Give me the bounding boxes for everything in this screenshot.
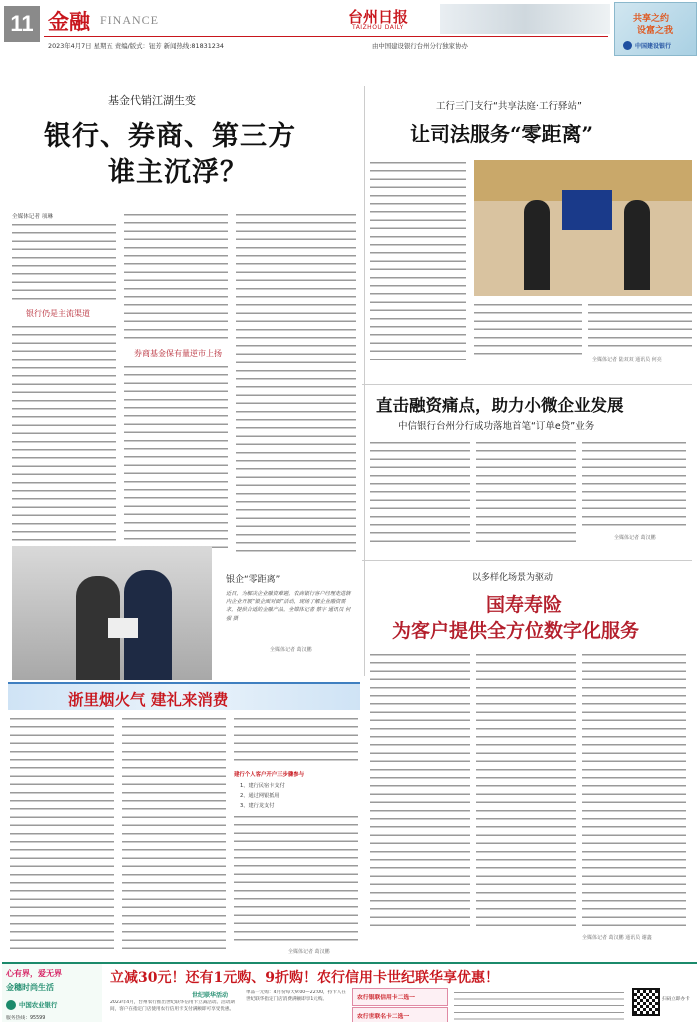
- ad-slogan-left-1: 心有界，爱无界: [6, 969, 62, 978]
- article2-credit: 全媒体记者 陆双双 通讯员 何亮: [592, 357, 662, 363]
- article-china-life: [362, 560, 692, 960]
- article1-col2: [124, 212, 228, 344]
- masthead-paper-en: TAIZHOU DAILY: [352, 24, 404, 31]
- article-consumption: [8, 682, 360, 960]
- article5-col2: [122, 716, 226, 952]
- abc-logo-icon: [6, 1000, 16, 1010]
- article1-col2b: [124, 364, 228, 554]
- article1-kicker: 基金代销江湖生变: [108, 94, 196, 107]
- ad-box2-title: 农行银联信用卡二选一: [357, 995, 415, 1001]
- article2-kicker: 工行三门支行“共享法庭·工行驿站”: [436, 101, 582, 112]
- page-number: 11: [10, 11, 34, 36]
- article5-promo: 建行个人客户开户三步骤参与: [234, 772, 305, 778]
- abc-advertisement: [2, 962, 697, 1022]
- article5-promo-3: 3、建行龙支付: [240, 803, 275, 809]
- ad-bank-name: 中国建设银行: [635, 43, 672, 50]
- article1-subhead-2: 券商基金保有量逆市上扬: [134, 349, 222, 358]
- article3-col2: [476, 440, 576, 544]
- article3-rule: [362, 384, 692, 385]
- article3-col1: [370, 440, 470, 544]
- article3-subtitle: 中信银行台州分行成功落地首笔“订单e贷”业务: [398, 421, 595, 432]
- photo-person-2: [624, 200, 650, 290]
- ad-body-left: 2023年4月，台州农行推出世纪联华信用卡立减活动。活动期间，客户在指定门店使用农行信用卡支付满额即可享受优惠。: [110, 1000, 235, 1012]
- ad-card-box-2: [352, 1007, 448, 1022]
- article5-col3a: [234, 716, 358, 764]
- header-photo: [440, 4, 610, 34]
- article1-col3: [236, 212, 356, 554]
- article-court-service: [370, 84, 692, 384]
- ad-main-title: 立减30元！还有1元购、9折购！农行信用卡世纪联华享优惠！: [110, 970, 499, 986]
- article1-byline: 全媒体记者 项琳: [12, 214, 53, 220]
- article4-col3: [582, 652, 686, 928]
- section-title-cn: 金融: [48, 10, 90, 34]
- article4-rule: [362, 560, 692, 561]
- article2-col1: [370, 160, 466, 360]
- article5-banner: [8, 682, 360, 710]
- article1-subhead-1: 银行仍是主流渠道: [26, 309, 90, 318]
- article5-promo-1: 1、建行民宿卡支付: [240, 783, 285, 789]
- ad-body-mid: 单品一元购：4月份每天9:00—22:00，持卡人在世纪联华指定门店消费满额即享1元购。: [246, 990, 346, 1002]
- photo-person-1: [524, 200, 550, 290]
- article3-title: 直击融资痛点，助力小微企业发展: [376, 396, 624, 415]
- article1-title-1: 银行、券商、第三方: [44, 121, 296, 152]
- article5-credit: 全媒体记者 葛汉鹏: [288, 949, 330, 955]
- article3-col3: [582, 440, 686, 530]
- section-title-en: FINANCE: [100, 13, 160, 27]
- ad-qr-label: 扫码立即办卡: [662, 997, 690, 1002]
- article4-col1: [370, 652, 470, 928]
- page-header: [0, 0, 699, 56]
- masthead-paper-cn: 台州日报: [348, 8, 409, 26]
- article4-title-1: 国寿寿险: [486, 594, 563, 616]
- article-citic-loan: [362, 384, 692, 554]
- article1-photo: [12, 546, 212, 680]
- photo-credit: 全媒体记者 葛汉鹏: [270, 647, 312, 653]
- article2-title: 让司法服务“零距离”: [410, 122, 594, 146]
- article5-col1: [10, 716, 114, 952]
- header-rule: [44, 36, 608, 37]
- article3-credit: 全媒体记者 葛汉鹏: [614, 535, 656, 541]
- ad-slogan-2: 设富之我: [637, 26, 674, 36]
- article1-title-2: 谁主沉浮？: [108, 157, 248, 188]
- header-meta: 2023年4月7日 星期五 责编/版式：钮芳 新闻热线:81831234: [48, 42, 224, 50]
- ad-left-panel: [2, 964, 102, 1022]
- article4-kicker: 以多样化场景为驱动: [472, 573, 554, 583]
- article5-title: 浙里烟火气 建礼来消费: [68, 690, 229, 709]
- ad-card-box-1: [352, 988, 448, 1006]
- article2-photo: [474, 160, 692, 296]
- photo-document: [108, 618, 138, 638]
- article2-col2: [474, 302, 582, 360]
- ccb-logo-icon: [623, 41, 632, 50]
- ad-qr-code-icon[interactable]: [632, 988, 660, 1016]
- photo-caption-title: 银企“零距离”: [226, 575, 281, 585]
- ad-box1-title: 世纪联华活动: [192, 992, 229, 999]
- ad-bank-name-abc: 中国农业银行: [19, 1001, 58, 1009]
- ad-body-right: [454, 990, 624, 1022]
- article4-title-2: 为客户提供全方位数字化服务: [392, 620, 640, 642]
- ad-box3-title: 农行世联名卡二选一: [357, 1014, 410, 1020]
- article2-col3: [588, 302, 692, 352]
- ad-hotline: 服务热线：95599: [6, 1016, 46, 1021]
- article5-promo-2: 2、通过网银抵用: [240, 793, 280, 799]
- photo-caption-text: 近日，为解决企业融资难题，农商银行客户经理走进辖内企业开展“银企面对面”活动，现场了解企业融资需求，提供合适的金融产品。全媒体记者 蔡宇 通讯员 何强 摄: [226, 591, 351, 622]
- article4-col2: [476, 652, 576, 928]
- ad-slogan-left-2: 金穗时尚生活: [6, 983, 54, 992]
- header-cosponsor: 由中国建设银行台州分行独家协办: [372, 42, 468, 50]
- photo-screen: [562, 190, 612, 230]
- article1-col1: [12, 222, 116, 304]
- article5-col3b: [234, 814, 358, 944]
- article4-credit: 全媒体记者 葛汉鹏 通讯员 谢鑫: [582, 935, 652, 941]
- ad-slogan-1: 共享之约: [633, 14, 670, 24]
- header-ad: [614, 2, 697, 56]
